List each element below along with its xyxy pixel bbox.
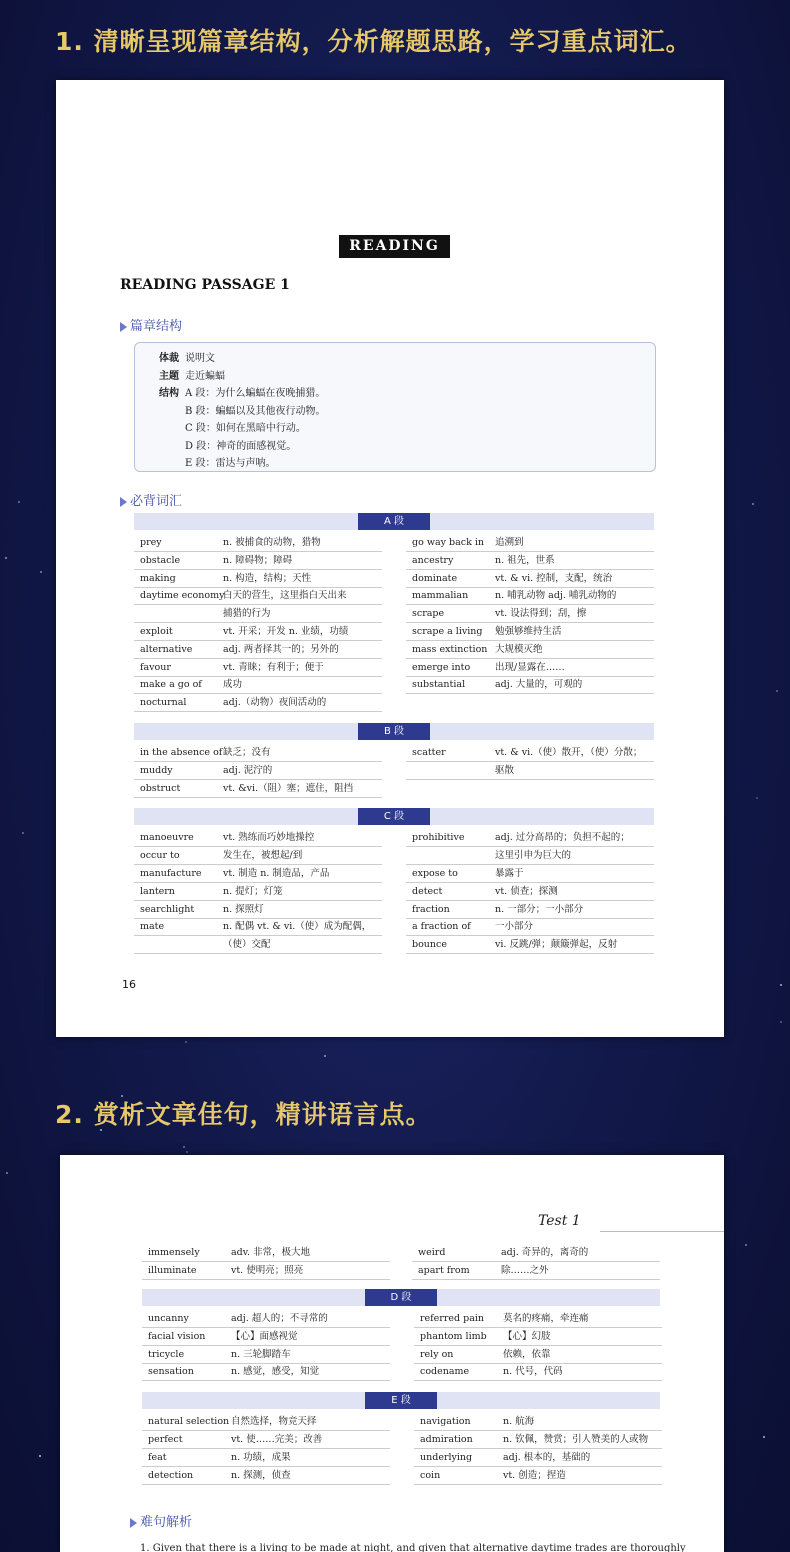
vocab-meaning: n. 航海	[503, 1416, 535, 1428]
structure-key: 结构	[159, 388, 179, 399]
vocab-row	[406, 937, 654, 954]
vocab-word: bounce	[412, 939, 447, 951]
vocab-meaning: 除……之外	[501, 1264, 549, 1276]
star	[745, 1244, 747, 1246]
vocab-word: weird	[418, 1247, 446, 1258]
vocab-meaning: n. 钦佩，赞赏；引人赞美的人或物	[503, 1434, 649, 1445]
section-label: C 段	[358, 808, 430, 825]
star	[6, 1172, 8, 1174]
passage-title: READING PASSAGE 1	[120, 277, 290, 293]
vocab-row	[414, 1329, 662, 1346]
vocab-meaning: 这里引申为巨大的	[495, 850, 572, 862]
star	[183, 1146, 185, 1148]
star	[40, 571, 42, 573]
arrow-icon	[130, 1518, 137, 1528]
vocab-word: favour	[140, 661, 171, 673]
vocab-meaning: adj. 根本的，基础的	[503, 1451, 591, 1463]
vocab-row	[406, 848, 654, 865]
vocab-row	[134, 866, 382, 883]
vocab-row	[406, 571, 654, 588]
section-label: E 段	[365, 1392, 437, 1409]
vocab-row	[414, 1311, 662, 1328]
test-label: Test 1	[538, 1213, 581, 1229]
vocab-row	[134, 937, 382, 954]
vocab-row	[134, 660, 382, 677]
vocab-word: feat	[148, 1451, 167, 1463]
vocab-word: dominate	[412, 572, 458, 584]
vocab-word: tricycle	[148, 1348, 185, 1360]
structure-value: A 段：为什么蝙蝠在夜晚捕猎。	[185, 388, 326, 399]
vocab-row	[142, 1263, 390, 1280]
vocab-row	[412, 1245, 660, 1262]
vocab-word: prohibitive	[412, 832, 465, 844]
structure-value: C 段：如何在黑暗中行动。	[185, 423, 306, 434]
vocab-meaning: 发生在，被想起/到	[223, 850, 303, 862]
vocab-meaning: 成功	[223, 679, 243, 691]
vocab-meaning: vt. 侦查；探测	[495, 885, 558, 897]
vocab-word: a fraction of	[412, 921, 471, 933]
vocab-row	[134, 745, 382, 762]
vocab-meaning: 自然选择，物竞天择	[231, 1416, 317, 1428]
vocab-word: manoeuvre	[140, 832, 194, 844]
vocab-row	[134, 830, 382, 847]
vocab-word: prey	[140, 537, 162, 548]
vocab-row	[406, 606, 654, 623]
vocab-word: occur to	[140, 850, 180, 862]
vocab-row	[406, 745, 654, 762]
vocab-row	[134, 902, 382, 919]
star	[756, 797, 758, 799]
vocab-meaning: 暴露于	[495, 868, 524, 879]
structure-section-label: 篇章结构	[120, 315, 182, 334]
section-bar	[134, 723, 654, 740]
vocab-row	[414, 1347, 662, 1364]
vocab-meaning: vt. 青睐；有利于；便于	[223, 661, 324, 673]
structure-value: E 段：雷达与声呐。	[185, 458, 276, 469]
vocab-meaning: 驱散	[495, 764, 515, 776]
vocab-word: scrape	[412, 608, 445, 620]
vocab-row	[134, 553, 382, 570]
vocab-meaning: adj. 奇异的，离奇的	[501, 1247, 589, 1258]
vocab-row	[134, 781, 382, 798]
vocab-word: navigation	[420, 1416, 471, 1428]
star	[18, 501, 20, 503]
vocab-meaning: adj.（动物）夜间活动的	[223, 697, 327, 709]
vocab-meaning: 出现/显露在……	[495, 661, 565, 673]
star	[776, 690, 778, 692]
vocab-meaning: n. 构造，结构；天性	[223, 572, 312, 584]
section-bar	[142, 1392, 660, 1409]
reading-badge: READING	[339, 235, 450, 258]
vocab-meaning: n. 被捕食的动物，猎物	[223, 537, 321, 548]
vocab-row	[134, 919, 382, 936]
vocab-meaning: n. 代号，代码	[503, 1366, 563, 1378]
vocab-meaning: n. 功绩，成果	[231, 1451, 291, 1463]
vocab-meaning: n. 障碍物；障碍	[223, 554, 293, 566]
vocab-meaning: n. 提灯；灯笼	[223, 885, 283, 897]
vocab-meaning: vt. 使……完美；改善	[231, 1434, 323, 1445]
vocab-meaning: 勉强够维持生活	[495, 626, 562, 637]
arrow-icon	[120, 322, 127, 332]
star	[780, 984, 782, 986]
vocab-meaning: adj. 超人的；不寻常的	[231, 1313, 328, 1324]
vocab-word: rely on	[420, 1348, 454, 1360]
heading-2: 2. 赏析文章佳句，精讲语言点。	[55, 1100, 432, 1129]
vocab-meaning: vt. 开采；开发 n. 业绩，功绩	[223, 626, 349, 637]
vocab-word: codename	[420, 1366, 470, 1378]
vocab-meaning: n. 三轮脚踏车	[231, 1348, 291, 1360]
vocab-row	[142, 1450, 390, 1467]
vocab-word: perfect	[148, 1434, 183, 1445]
vocab-word: illuminate	[148, 1264, 197, 1276]
structure-key: 体裁	[159, 353, 179, 364]
vocab-word: natural selection	[148, 1416, 230, 1428]
vocab-meaning: 一小部分	[495, 921, 534, 933]
vocab-row	[406, 642, 654, 659]
vocab-word: muddy	[140, 764, 173, 776]
vocab-word: daytime economy	[140, 590, 225, 602]
star	[5, 557, 7, 559]
vocab-meaning: （使）交配	[223, 939, 271, 951]
arrow-icon	[120, 497, 127, 507]
vocab-meaning: vt. 制造 n. 制造品，产品	[223, 868, 330, 879]
vocab-meaning: vt. & vi. 控制，支配，统治	[495, 572, 613, 584]
book-page-1	[56, 80, 724, 1037]
header-rule	[600, 1231, 724, 1232]
hard-sentence-label: 难句解析	[130, 1511, 192, 1530]
star	[780, 1021, 782, 1023]
vocab-word: scrape a living	[412, 626, 483, 637]
vocab-row	[414, 1414, 662, 1431]
vocab-word: fraction	[412, 903, 450, 915]
vocab-meaning: 【心】面感视觉	[231, 1330, 298, 1342]
star	[39, 1455, 41, 1457]
star	[185, 1041, 187, 1043]
star	[752, 503, 754, 505]
vocab-row	[406, 535, 654, 552]
vocab-word: exploit	[140, 626, 173, 637]
vocab-row	[414, 1450, 662, 1467]
vocab-word: mass extinction	[412, 643, 488, 655]
vocab-meaning: vt. 创造；捏造	[503, 1469, 566, 1481]
vocab-word: apart from	[418, 1264, 470, 1276]
vocab-meaning: vt. 熟练而巧妙地操控	[223, 832, 315, 844]
structure-row	[159, 367, 225, 382]
sentence-text: 1. Given that there is a living to be made at night, and given that alternative daytime trades are thoroughly	[140, 1543, 686, 1552]
vocab-meaning: vt. 使明亮；照亮	[231, 1264, 304, 1276]
vocab-word: substantial	[412, 679, 466, 691]
vocab-word: detect	[412, 885, 443, 897]
vocab-word: mammalian	[412, 590, 469, 602]
structure-row	[159, 454, 275, 469]
vocab-word: underlying	[420, 1451, 473, 1463]
vocab-row	[406, 902, 654, 919]
vocab-row	[406, 677, 654, 694]
section-bar	[142, 1289, 660, 1306]
vocab-word: immensely	[148, 1247, 200, 1258]
vocab-meaning: n. 哺乳动物 adj. 哺乳动物的	[495, 590, 617, 602]
vocab-word: detection	[148, 1469, 194, 1481]
structure-key: 主题	[159, 370, 179, 382]
vocab-meaning: adj. 泥泞的	[223, 764, 273, 776]
vocab-row	[414, 1432, 662, 1449]
vocab-row	[134, 571, 382, 588]
vocab-row	[414, 1468, 662, 1485]
vocab-word: facial vision	[148, 1330, 206, 1342]
structure-value: D 段：神奇的面感视觉。	[185, 440, 297, 452]
vocab-meaning: 大规模灭绝	[495, 643, 543, 655]
vocab-row	[134, 624, 382, 641]
vocab-meaning: adj. 过分高昂的；负担不起的；	[495, 832, 630, 844]
structure-value: B 段：蝙蝠以及其他夜行动物。	[185, 405, 326, 417]
vocab-row	[414, 1364, 662, 1381]
vocab-meaning: n. 配偶 vt. & vi.（使）成为配偶，	[223, 921, 372, 933]
vocab-row	[134, 642, 382, 659]
vocab-row	[406, 553, 654, 570]
vocab-meaning: 【心】幻肢	[503, 1330, 551, 1342]
vocab-word: mate	[140, 921, 165, 933]
section-bar	[134, 513, 654, 530]
vocab-row	[142, 1432, 390, 1449]
vocab-word: make a go of	[140, 679, 202, 691]
vocab-word: sensation	[148, 1366, 194, 1378]
vocab-word: obstacle	[140, 554, 181, 566]
vocab-meaning: n. 探照灯	[223, 903, 264, 915]
vocab-word: searchlight	[140, 903, 195, 915]
vocab-meaning: n. 一部分；一小部分	[495, 903, 584, 915]
vocab-word: making	[140, 572, 176, 584]
vocab-meaning: vt. & vi.（使）散开，（使）分散；	[495, 747, 643, 758]
vocab-word: ancestry	[412, 554, 454, 566]
vocab-meaning: 缺乏；没有	[223, 747, 271, 758]
vocab-meaning: 依赖，依靠	[503, 1348, 551, 1360]
vocab-word: lantern	[140, 885, 175, 897]
structure-row	[159, 437, 296, 452]
book-page-2	[60, 1155, 724, 1552]
vocab-row	[406, 884, 654, 901]
star	[186, 1151, 188, 1153]
vocab-row	[406, 919, 654, 936]
structure-row	[159, 402, 326, 417]
vocab-word: expose to	[412, 868, 458, 879]
vocab-meaning: vt. 设法得到；刮，擦	[495, 608, 587, 620]
vocab-meaning: n. 祖先，世系	[495, 554, 555, 566]
vocab-meaning: vi. 反跳/弹；颠簸弹起，反射	[495, 939, 618, 951]
vocab-row	[406, 588, 654, 605]
vocab-meaning: 莫名的疼痛，牵连痛	[503, 1313, 589, 1324]
vocab-row	[134, 677, 382, 694]
vocab-row	[406, 763, 654, 780]
heading-1: 1. 清晰呈现篇章结构，分析解题思路，学习重点词汇。	[55, 27, 692, 56]
vocab-row	[134, 606, 382, 623]
vocab-row	[406, 830, 654, 847]
vocab-row	[142, 1468, 390, 1485]
vocab-row	[134, 763, 382, 780]
vocab-word: emerge into	[412, 661, 471, 673]
vocab-word: go way back in	[412, 537, 485, 548]
vocab-row	[406, 660, 654, 677]
vocab-word: nocturnal	[140, 697, 187, 709]
vocab-row	[134, 848, 382, 865]
vocab-row	[142, 1364, 390, 1381]
vocab-word: in the absence of	[140, 747, 223, 758]
vocab-row	[412, 1263, 660, 1280]
vocab-meaning: vt. &vi.（阻）塞；遮住，阻挡	[223, 782, 354, 794]
vocab-row	[142, 1245, 390, 1262]
vocab-meaning: n. 探测，侦查	[231, 1469, 291, 1481]
vocab-row	[406, 866, 654, 883]
vocab-meaning: 白天的营生，这里指白天出来	[223, 590, 347, 602]
vocab-word: obstruct	[140, 782, 181, 794]
star	[763, 1436, 765, 1438]
vocab-row	[406, 624, 654, 641]
structure-row	[159, 349, 215, 364]
vocab-meaning: 追溯到	[495, 537, 524, 548]
section-bar	[134, 808, 654, 825]
vocab-meaning: adv. 非常，极大地	[231, 1247, 311, 1258]
vocab-row	[142, 1414, 390, 1431]
structure-value: 说明文	[185, 353, 215, 364]
star	[22, 832, 24, 834]
structure-value: 走近蝙蝠	[185, 370, 225, 382]
vocab-word: admiration	[420, 1434, 473, 1445]
page-number: 16	[122, 978, 136, 991]
vocab-section-label: 必背词汇	[120, 490, 182, 509]
vocab-word: coin	[420, 1469, 441, 1481]
star	[324, 1055, 326, 1057]
vocab-word: alternative	[140, 643, 193, 655]
section-label: D 段	[365, 1289, 437, 1306]
vocab-meaning: adj. 大量的，可观的	[495, 679, 583, 691]
vocab-row	[134, 588, 382, 605]
vocab-row	[134, 884, 382, 901]
vocab-word: scatter	[412, 747, 446, 758]
structure-box	[134, 342, 656, 472]
vocab-word: phantom limb	[420, 1330, 487, 1342]
vocab-word: referred pain	[420, 1313, 485, 1324]
vocab-row	[142, 1329, 390, 1346]
vocab-word: manufacture	[140, 868, 202, 879]
section-label: A 段	[358, 513, 430, 530]
vocab-word: uncanny	[148, 1313, 189, 1324]
vocab-row	[134, 695, 382, 712]
vocab-row	[134, 535, 382, 552]
structure-row	[159, 384, 325, 399]
vocab-meaning: n. 感觉，感受，知觉	[231, 1366, 320, 1378]
structure-row	[159, 419, 306, 434]
vocab-row	[142, 1347, 390, 1364]
vocab-meaning: 捕猎的行为	[223, 608, 271, 620]
vocab-meaning: adj. 两者择其一的；另外的	[223, 643, 339, 655]
section-label: B 段	[358, 723, 430, 740]
vocab-row	[142, 1311, 390, 1328]
